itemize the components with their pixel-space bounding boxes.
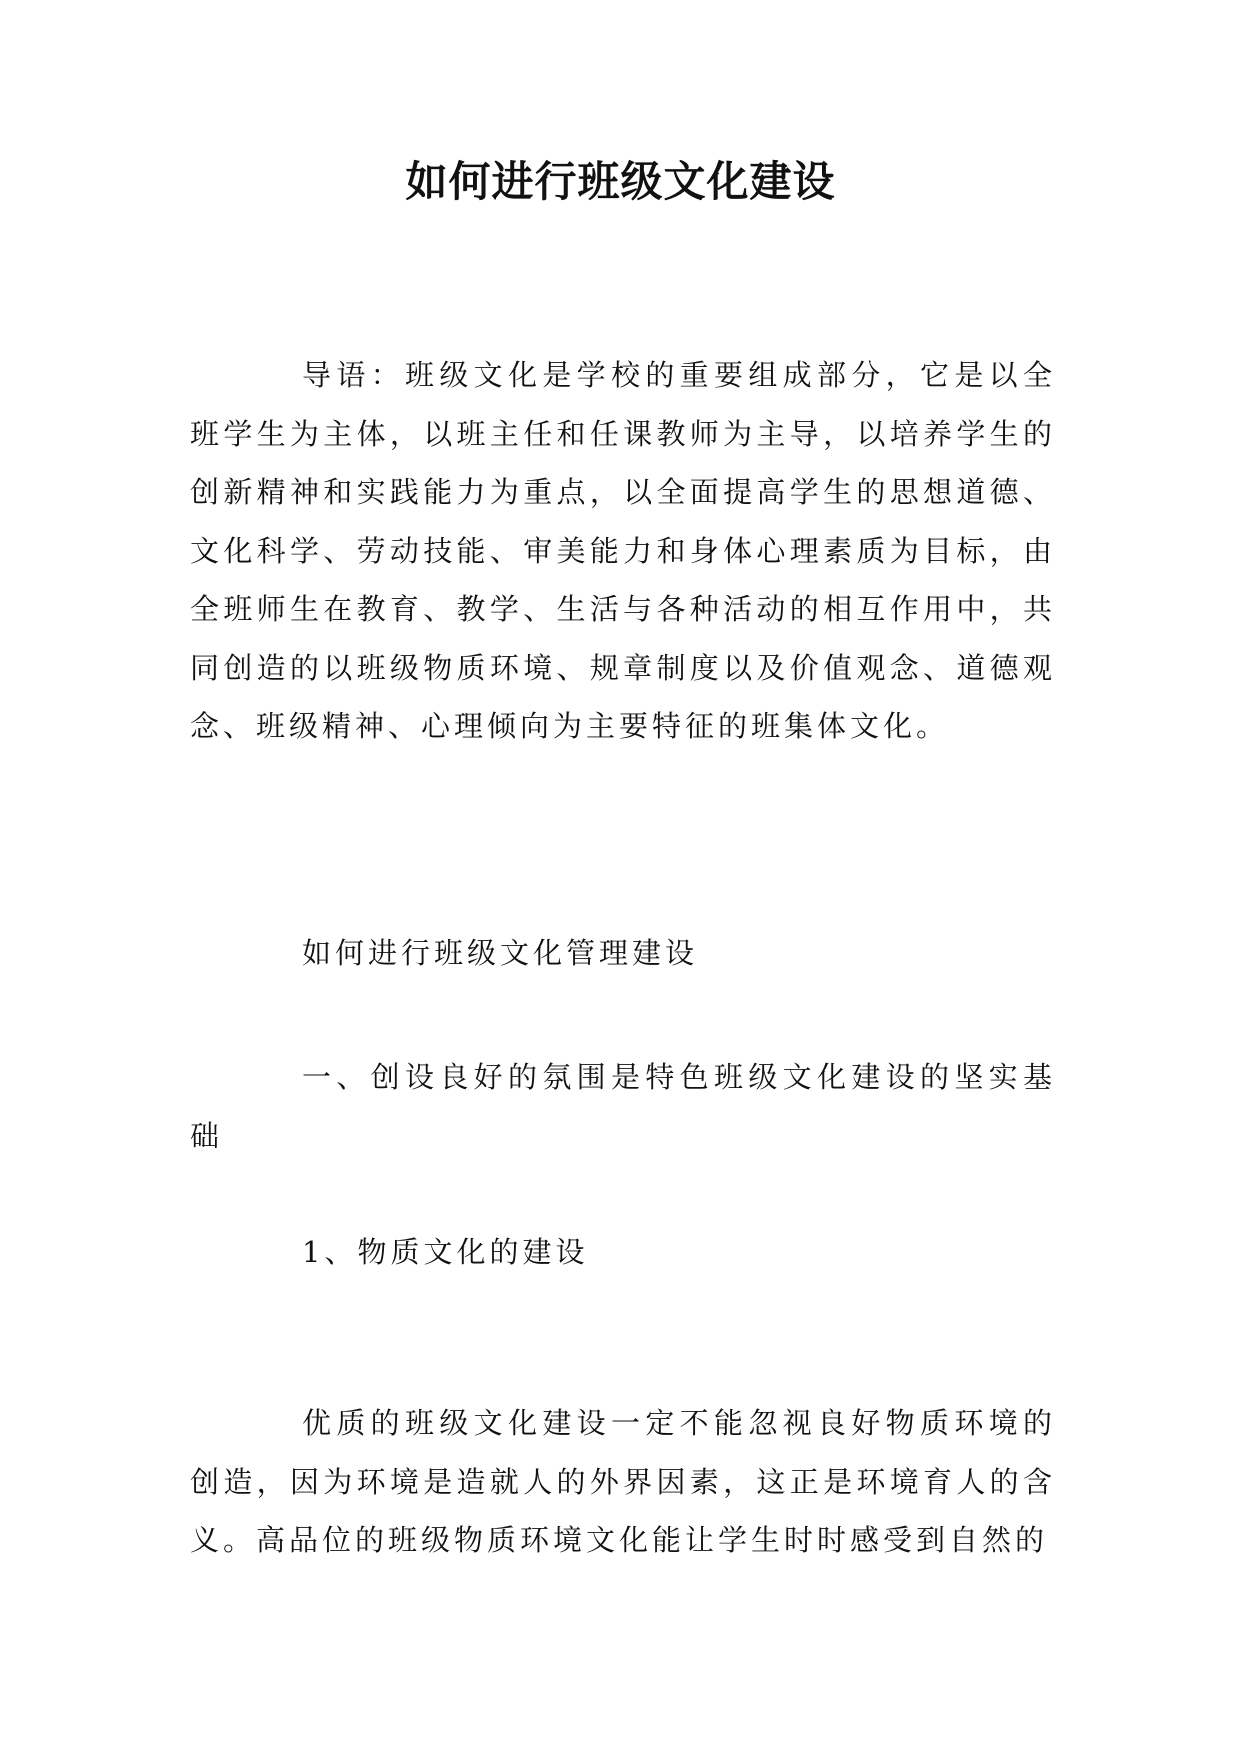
section-heading-1: 一、创设良好的氛围是特色班级文化建设的坚实基础	[190, 1060, 1056, 1153]
document-title: 如何进行班级文化建设	[405, 157, 836, 206]
body-paragraph-1: 优质的班级文化建设一定不能忽视良好物质环境的创造，因为环境是造就人的外界因素，这正是环境育人的含义。高品位的班级物质环境文化能让学生时时感受到自然的	[190, 1406, 1056, 1557]
main-heading: 如何进行班级文化管理建设	[302, 936, 699, 970]
subsection-heading-1: 1、物质文化的建设	[302, 1235, 589, 1269]
intro-paragraph: 导语：班级文化是学校的重要组成部分，它是以全班学生为主体，以班主任和任课教师为主导，以培养学生的创新精神和实践能力为重点，以全面提高学生的思想道德、文化科学、劳动技能、审美能力和身体心理素质为目标，由全班师生在教育、教学、生活与各种活动的相互作用中，共同创造的以班级物质环境、规章制度以及价值观念、道德观念、班级精神、心理倾向为主要特征的班集体文化。	[190, 358, 1056, 743]
